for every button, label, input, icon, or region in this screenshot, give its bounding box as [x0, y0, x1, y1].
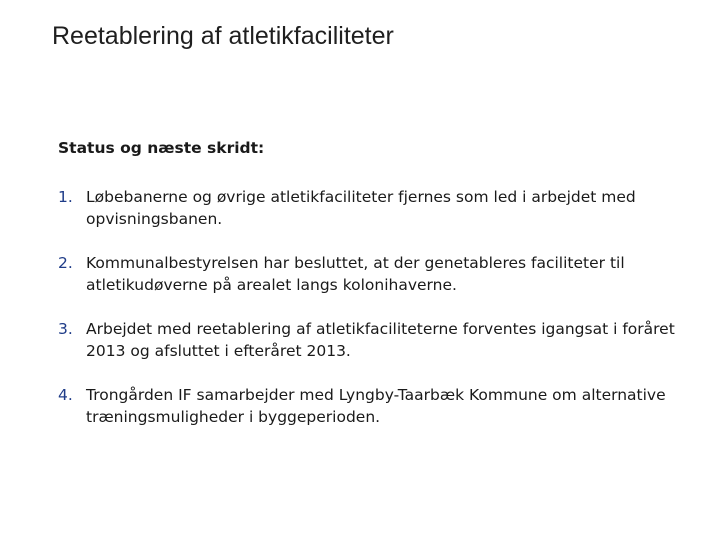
list-item	[58, 384, 678, 428]
list-item	[58, 252, 678, 296]
list-item-number: 4.	[58, 386, 73, 404]
numbered-list	[58, 186, 678, 450]
list-item-number: 1.	[58, 188, 73, 206]
list-item-number: 2.	[58, 254, 73, 272]
list-item-number: 3.	[58, 320, 73, 338]
list-item-text: Kommunalbestyrelsen har besluttet, at der genetableres faciliteter til atletikudøverne på arealet langs kolonihaverne.	[86, 254, 625, 294]
list-item	[58, 186, 678, 230]
list-item	[58, 318, 678, 362]
list-item-text: Arbejdet med reetablering af atletikfaciliteterne forventes igangsat i foråret 2013 og afsluttet i efteråret 2013.	[86, 320, 675, 360]
list-item-text: Løbebanerne og øvrige atletikfaciliteter fjernes som led i arbejdet med opvisningsbanen.	[86, 188, 636, 228]
slide-title: Reetablering af atletikfaciliteter	[52, 22, 394, 50]
list-item-text: Trongården IF samarbejder med Lyngby-Taarbæk Kommune om alternative træningsmuligheder i byggeperioden.	[86, 386, 666, 426]
section-heading: Status og næste skridt:	[58, 139, 265, 157]
